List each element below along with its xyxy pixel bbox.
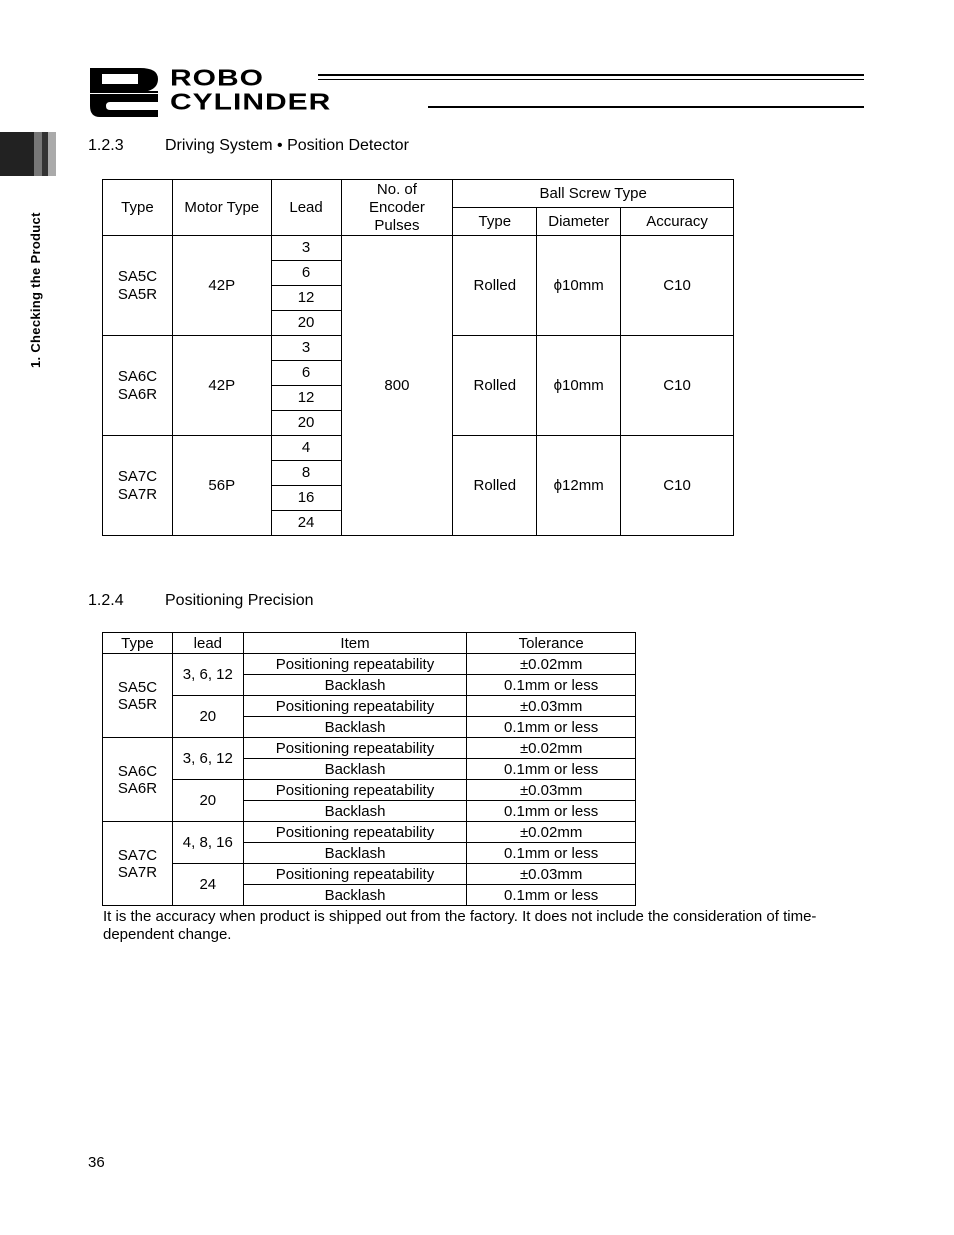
header-bs-type: Type <box>453 208 537 236</box>
cell-lead: 3, 6, 12 <box>172 738 243 780</box>
cell-lead: 24 <box>271 511 341 536</box>
header-bs-accuracy: Accuracy <box>621 208 734 236</box>
cell-lead: 12 <box>271 386 341 411</box>
cell-type: SA5C SA5R <box>103 236 173 336</box>
cell-motor: 42P <box>172 336 271 436</box>
cell-motor: 56P <box>172 436 271 536</box>
cell-item: Positioning repeatability <box>243 738 467 759</box>
cell-tolerance: 0.1mm or less <box>467 759 636 780</box>
cell-lead: 20 <box>172 696 243 738</box>
cell-lead: 12 <box>271 286 341 311</box>
cell-type: SA6C SA6R <box>103 336 173 436</box>
cell-diameter: ϕ10mm <box>537 336 621 436</box>
cell-type: SA5C SA5R <box>103 654 173 738</box>
cell-tolerance: ±0.03mm <box>467 864 636 885</box>
header-motor-type: Motor Type <box>172 180 271 236</box>
cell-tolerance: ±0.03mm <box>467 696 636 717</box>
header-ball-screw-type: Ball Screw Type <box>453 180 734 208</box>
header-item: Item <box>243 633 467 654</box>
cell-tolerance: ±0.02mm <box>467 654 636 675</box>
cell-item: Positioning repeatability <box>243 864 467 885</box>
header-lead: lead <box>172 633 243 654</box>
cell-accuracy: C10 <box>621 436 734 536</box>
cell-motor: 42P <box>172 236 271 336</box>
cell-screw-type: Rolled <box>453 436 537 536</box>
cell-screw-type: Rolled <box>453 236 537 336</box>
cell-item: Backlash <box>243 675 467 696</box>
cell-lead: 3 <box>271 336 341 361</box>
brand-wordmark <box>170 65 332 116</box>
cell-tolerance: 0.1mm or less <box>467 843 636 864</box>
cell-type: SA7C SA7R <box>103 822 173 906</box>
driving-system-table <box>102 179 734 536</box>
cell-lead: 4 <box>271 436 341 461</box>
brand-line1: ROBO <box>170 65 264 92</box>
cell-item: Backlash <box>243 759 467 780</box>
header-tolerance: Tolerance <box>467 633 636 654</box>
cell-accuracy: C10 <box>621 336 734 436</box>
cell-lead: 4, 8, 16 <box>172 822 243 864</box>
header-type: Type <box>103 180 173 236</box>
section-number: 1.2.4 <box>88 592 124 609</box>
cell-lead: 3 <box>271 236 341 261</box>
cell-item: Positioning repeatability <box>243 822 467 843</box>
cell-lead: 20 <box>172 780 243 822</box>
section-title: Driving System • Position Detector <box>165 137 409 154</box>
cell-diameter: ϕ12mm <box>537 436 621 536</box>
cell-lead: 3, 6, 12 <box>172 654 243 696</box>
cell-diameter: ϕ10mm <box>537 236 621 336</box>
cell-tolerance: 0.1mm or less <box>467 801 636 822</box>
cell-type: SA6C SA6R <box>103 738 173 822</box>
header-type: Type <box>103 633 173 654</box>
cell-tolerance: 0.1mm or less <box>467 885 636 906</box>
cell-item: Backlash <box>243 801 467 822</box>
chapter-side-label: 1. Checking the Product <box>28 212 43 368</box>
cell-tolerance: ±0.03mm <box>467 780 636 801</box>
brand-line2: CYLINDER <box>170 89 332 116</box>
cell-tolerance: ±0.02mm <box>467 738 636 759</box>
cell-type: SA7C SA7R <box>103 436 173 536</box>
cell-item: Positioning repeatability <box>243 654 467 675</box>
cell-item: Positioning repeatability <box>243 696 467 717</box>
section-title: Positioning Precision <box>165 592 314 609</box>
header-encoder-pulses: No. of Encoder Pulses <box>341 180 453 236</box>
cell-encoder-pulses: 800 <box>341 236 453 536</box>
cell-lead: 20 <box>271 411 341 436</box>
cell-lead: 24 <box>172 864 243 906</box>
cell-lead: 6 <box>271 261 341 286</box>
cell-tolerance: 0.1mm or less <box>467 675 636 696</box>
header-bs-diameter: Diameter <box>537 208 621 236</box>
chapter-tab-marker <box>0 132 56 176</box>
accuracy-note: It is the accuracy when product is shipped out from the factory. It does not include the consideration of time-dependent change. <box>103 908 817 943</box>
cell-lead: 20 <box>271 311 341 336</box>
header-rule-top-thin <box>318 79 864 80</box>
section-heading-driving-system <box>88 137 409 155</box>
header-lead: Lead <box>271 180 341 236</box>
cell-lead: 8 <box>271 461 341 486</box>
positioning-precision-table <box>102 632 636 906</box>
cell-item: Backlash <box>243 885 467 906</box>
page-number: 36 <box>88 1154 105 1171</box>
section-number: 1.2.3 <box>88 137 124 154</box>
section-heading-positioning-precision <box>88 592 314 610</box>
cell-item: Backlash <box>243 843 467 864</box>
cell-accuracy: C10 <box>621 236 734 336</box>
cell-tolerance: ±0.02mm <box>467 822 636 843</box>
cell-lead: 6 <box>271 361 341 386</box>
cell-lead: 16 <box>271 486 341 511</box>
cell-item: Backlash <box>243 717 467 738</box>
header-rule-bottom <box>428 106 864 108</box>
cell-tolerance: 0.1mm or less <box>467 717 636 738</box>
header-rule-top <box>318 74 864 76</box>
cell-item: Positioning repeatability <box>243 780 467 801</box>
cell-screw-type: Rolled <box>453 336 537 436</box>
rc-logo-mark <box>88 66 160 118</box>
